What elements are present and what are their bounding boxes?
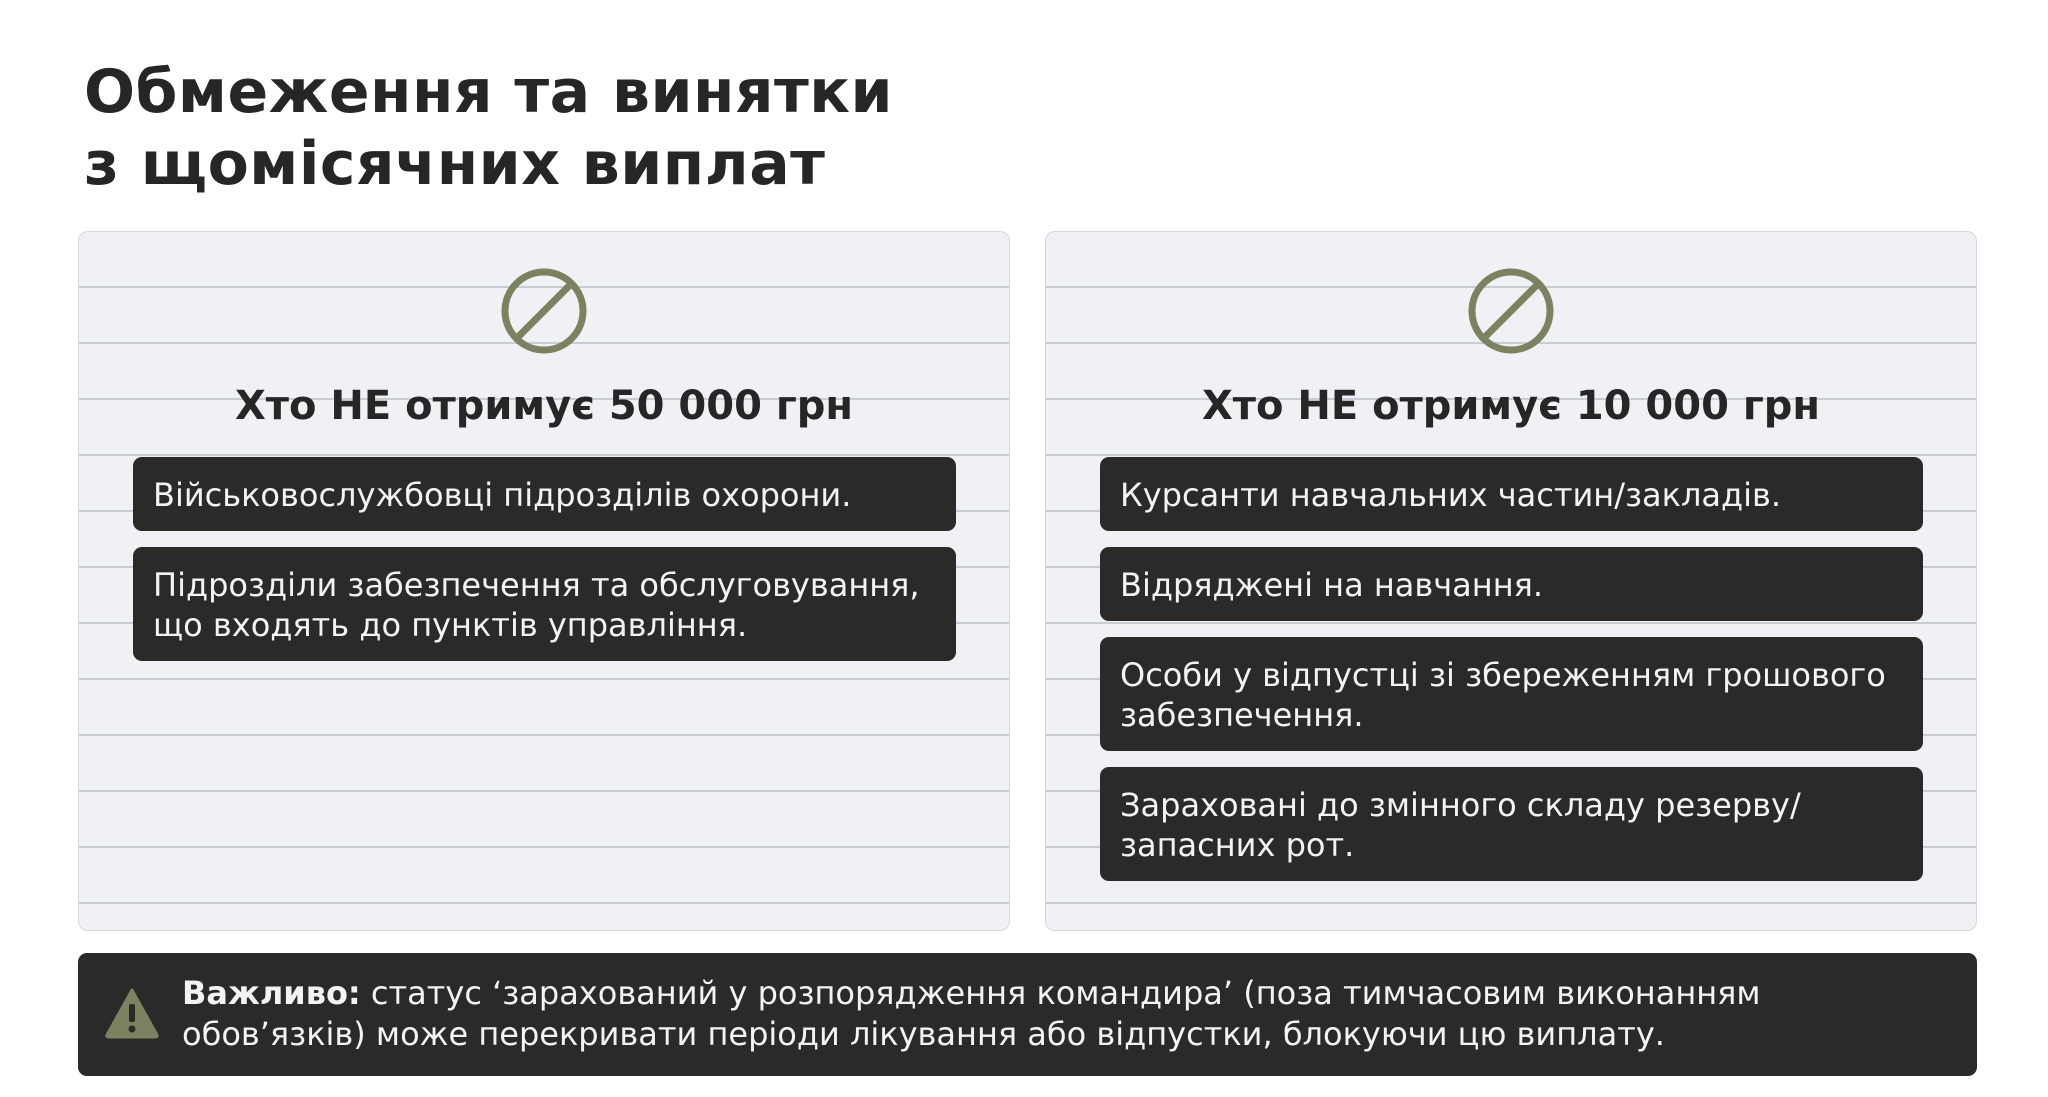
list-item: Особи у відпустці зі збереженням грошового забезпечення.: [1100, 637, 1923, 751]
panel-heading: Хто НЕ отримує 10 000 грн: [1201, 383, 1821, 429]
note-body: статус ‘зарахований у розпорядження командира’ (поза тимчасовим виконанням обов’язків) може перекривати періоди лікування або відпустки, блокуючи цю виплату.: [182, 974, 1761, 1053]
warning-icon: [104, 987, 160, 1039]
ban-icon: [499, 266, 589, 356]
page-title: [84, 56, 893, 200]
list-item: Підрозділи забезпечення та обслуговування, що входять до пунктів управління.: [133, 547, 956, 661]
exclusion-list: [133, 457, 956, 677]
note-text: [182, 973, 1917, 1055]
panel-50000: [78, 231, 1010, 931]
list-item: Зараховані до змінного складу резерву/запасних рот.: [1100, 767, 1923, 881]
list-item: Військовослужбовці підрозділів охорони.: [133, 457, 956, 531]
page-title-line-1: Обмеження та винятки: [84, 57, 894, 127]
note-label: Важливо:: [182, 974, 361, 1012]
panel-10000: [1045, 231, 1977, 931]
ban-icon: [1466, 266, 1556, 356]
page-title-line-2: з щомісячних виплат: [84, 129, 826, 199]
list-item: Курсанти навчальних частин/закладів.: [1100, 457, 1923, 531]
important-note: [78, 953, 1977, 1076]
list-item: Відряджені на навчання.: [1100, 547, 1923, 621]
panel-heading: Хто НЕ отримує 50 000 грн: [234, 383, 854, 429]
exclusion-list: [1100, 457, 1923, 897]
